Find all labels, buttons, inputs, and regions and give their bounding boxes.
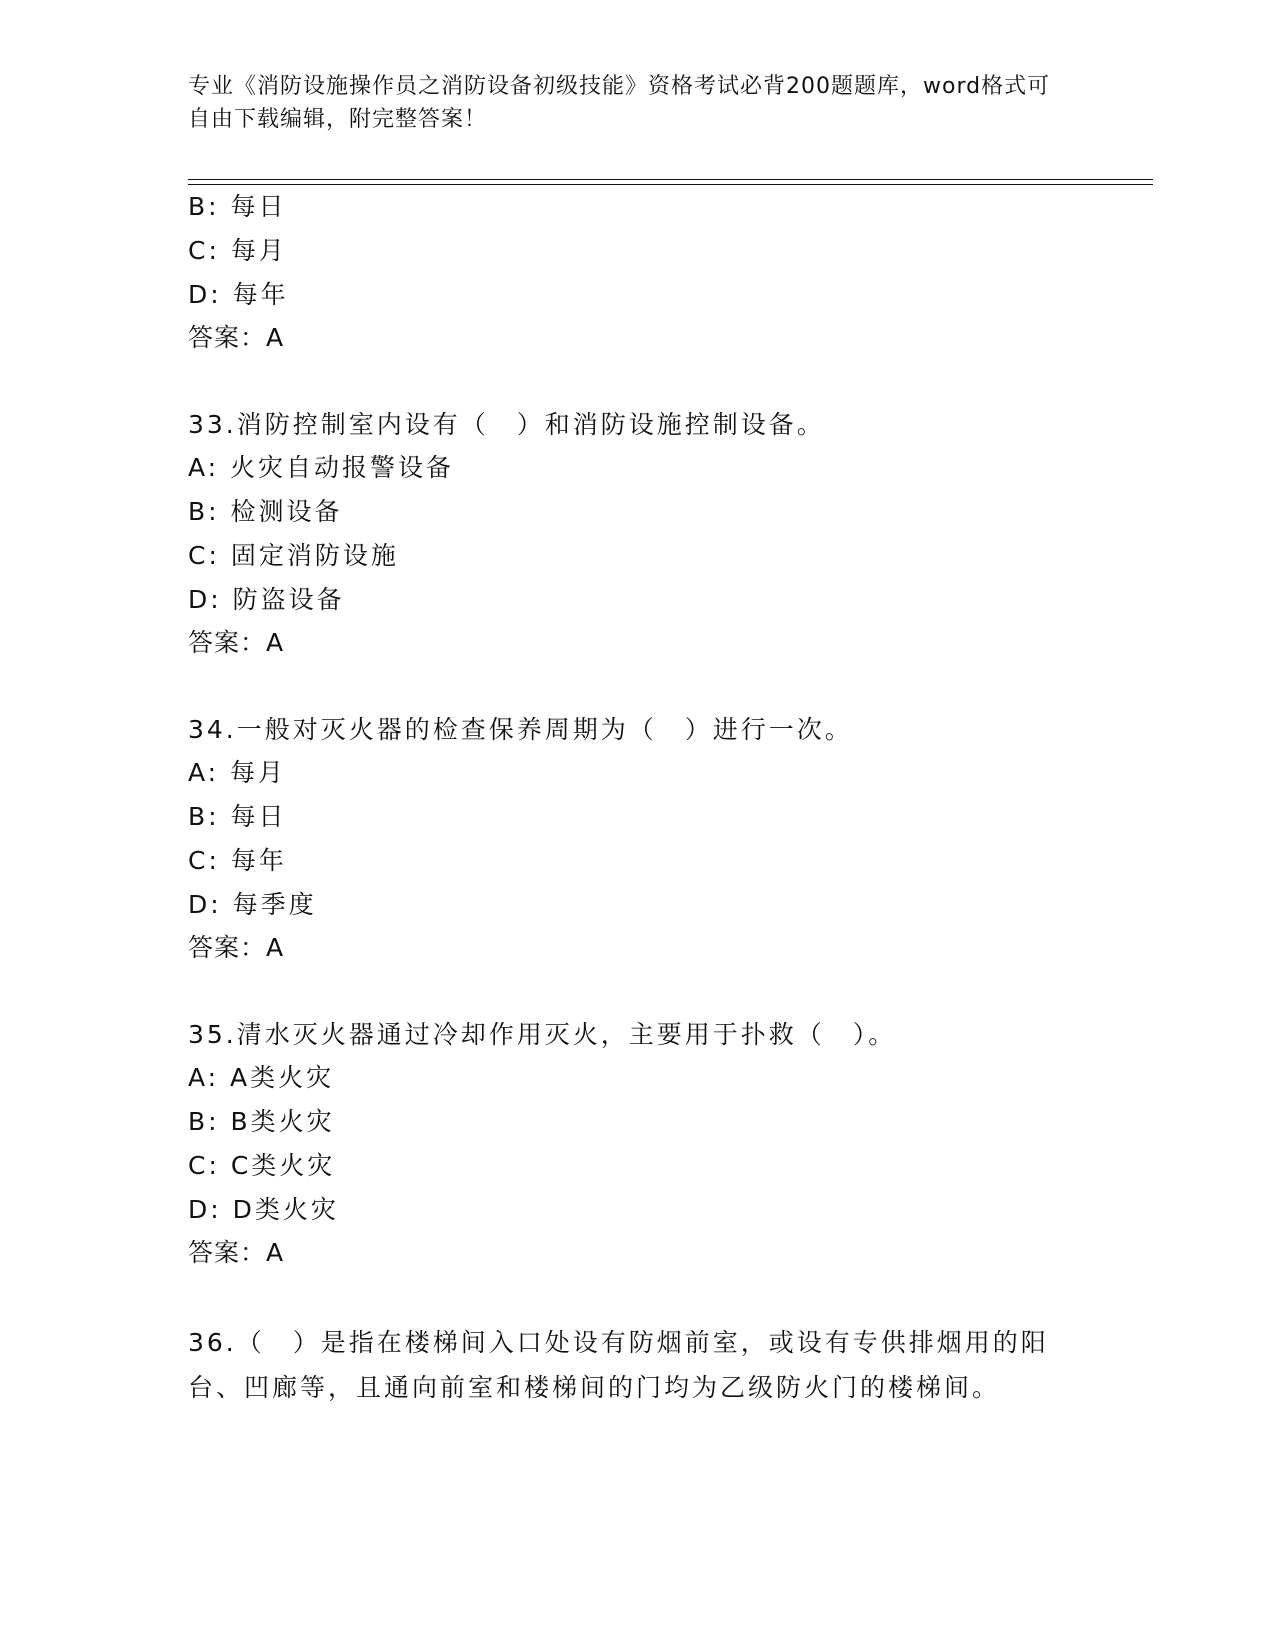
- option-b: B: 每日: [188, 192, 287, 221]
- option-d: D: 防盗设备: [188, 585, 345, 614]
- option-a: A: 每月: [188, 758, 287, 787]
- option-c: C: 固定消防设施: [188, 541, 399, 570]
- document-header: 专业《消防设施操作员之消防设备初级技能》资格考试必背200题题库，word格式可自由下载编辑，附完整答案！: [188, 74, 1051, 132]
- question-stem: 36.（ ）是指在楼梯间入口处设有防烟前室，或设有专供排烟用的阳台、凹廊等，且通向前室和楼梯间的门均为乙级防火门的楼梯间。: [188, 1328, 1049, 1402]
- option-d: D: 每季度: [188, 890, 317, 919]
- question-stem: 33.消防控制室内设有（ ）和消防设施控制设备。: [188, 410, 825, 439]
- answer: 答案：A: [188, 628, 285, 657]
- option-c: C: 每月: [188, 236, 287, 265]
- answer: 答案：A: [188, 1238, 285, 1267]
- option-d: D: D类火灾: [188, 1195, 339, 1224]
- question-stem: 34.一般对灭火器的检查保养周期为（ ）进行一次。: [188, 715, 853, 744]
- answer: 答案：A: [188, 933, 285, 962]
- header-divider-top: [188, 179, 1153, 180]
- option-b: B: 检测设备: [188, 497, 343, 526]
- option-c: C: 每年: [188, 846, 287, 875]
- option-a: A: 火灾自动报警设备: [188, 453, 455, 482]
- option-c: C: C类火灾: [188, 1151, 336, 1180]
- option-d: D: 每年: [188, 280, 289, 309]
- question-stem: 35.清水灭火器通过冷却作用灭火，主要用于扑救（ ）。: [188, 1020, 897, 1049]
- answer: 答案：A: [188, 323, 285, 352]
- header-divider-bottom: [188, 184, 1153, 185]
- option-b: B: B类火灾: [188, 1107, 335, 1136]
- option-a: A: A类火灾: [188, 1063, 335, 1092]
- option-b: B: 每日: [188, 802, 287, 831]
